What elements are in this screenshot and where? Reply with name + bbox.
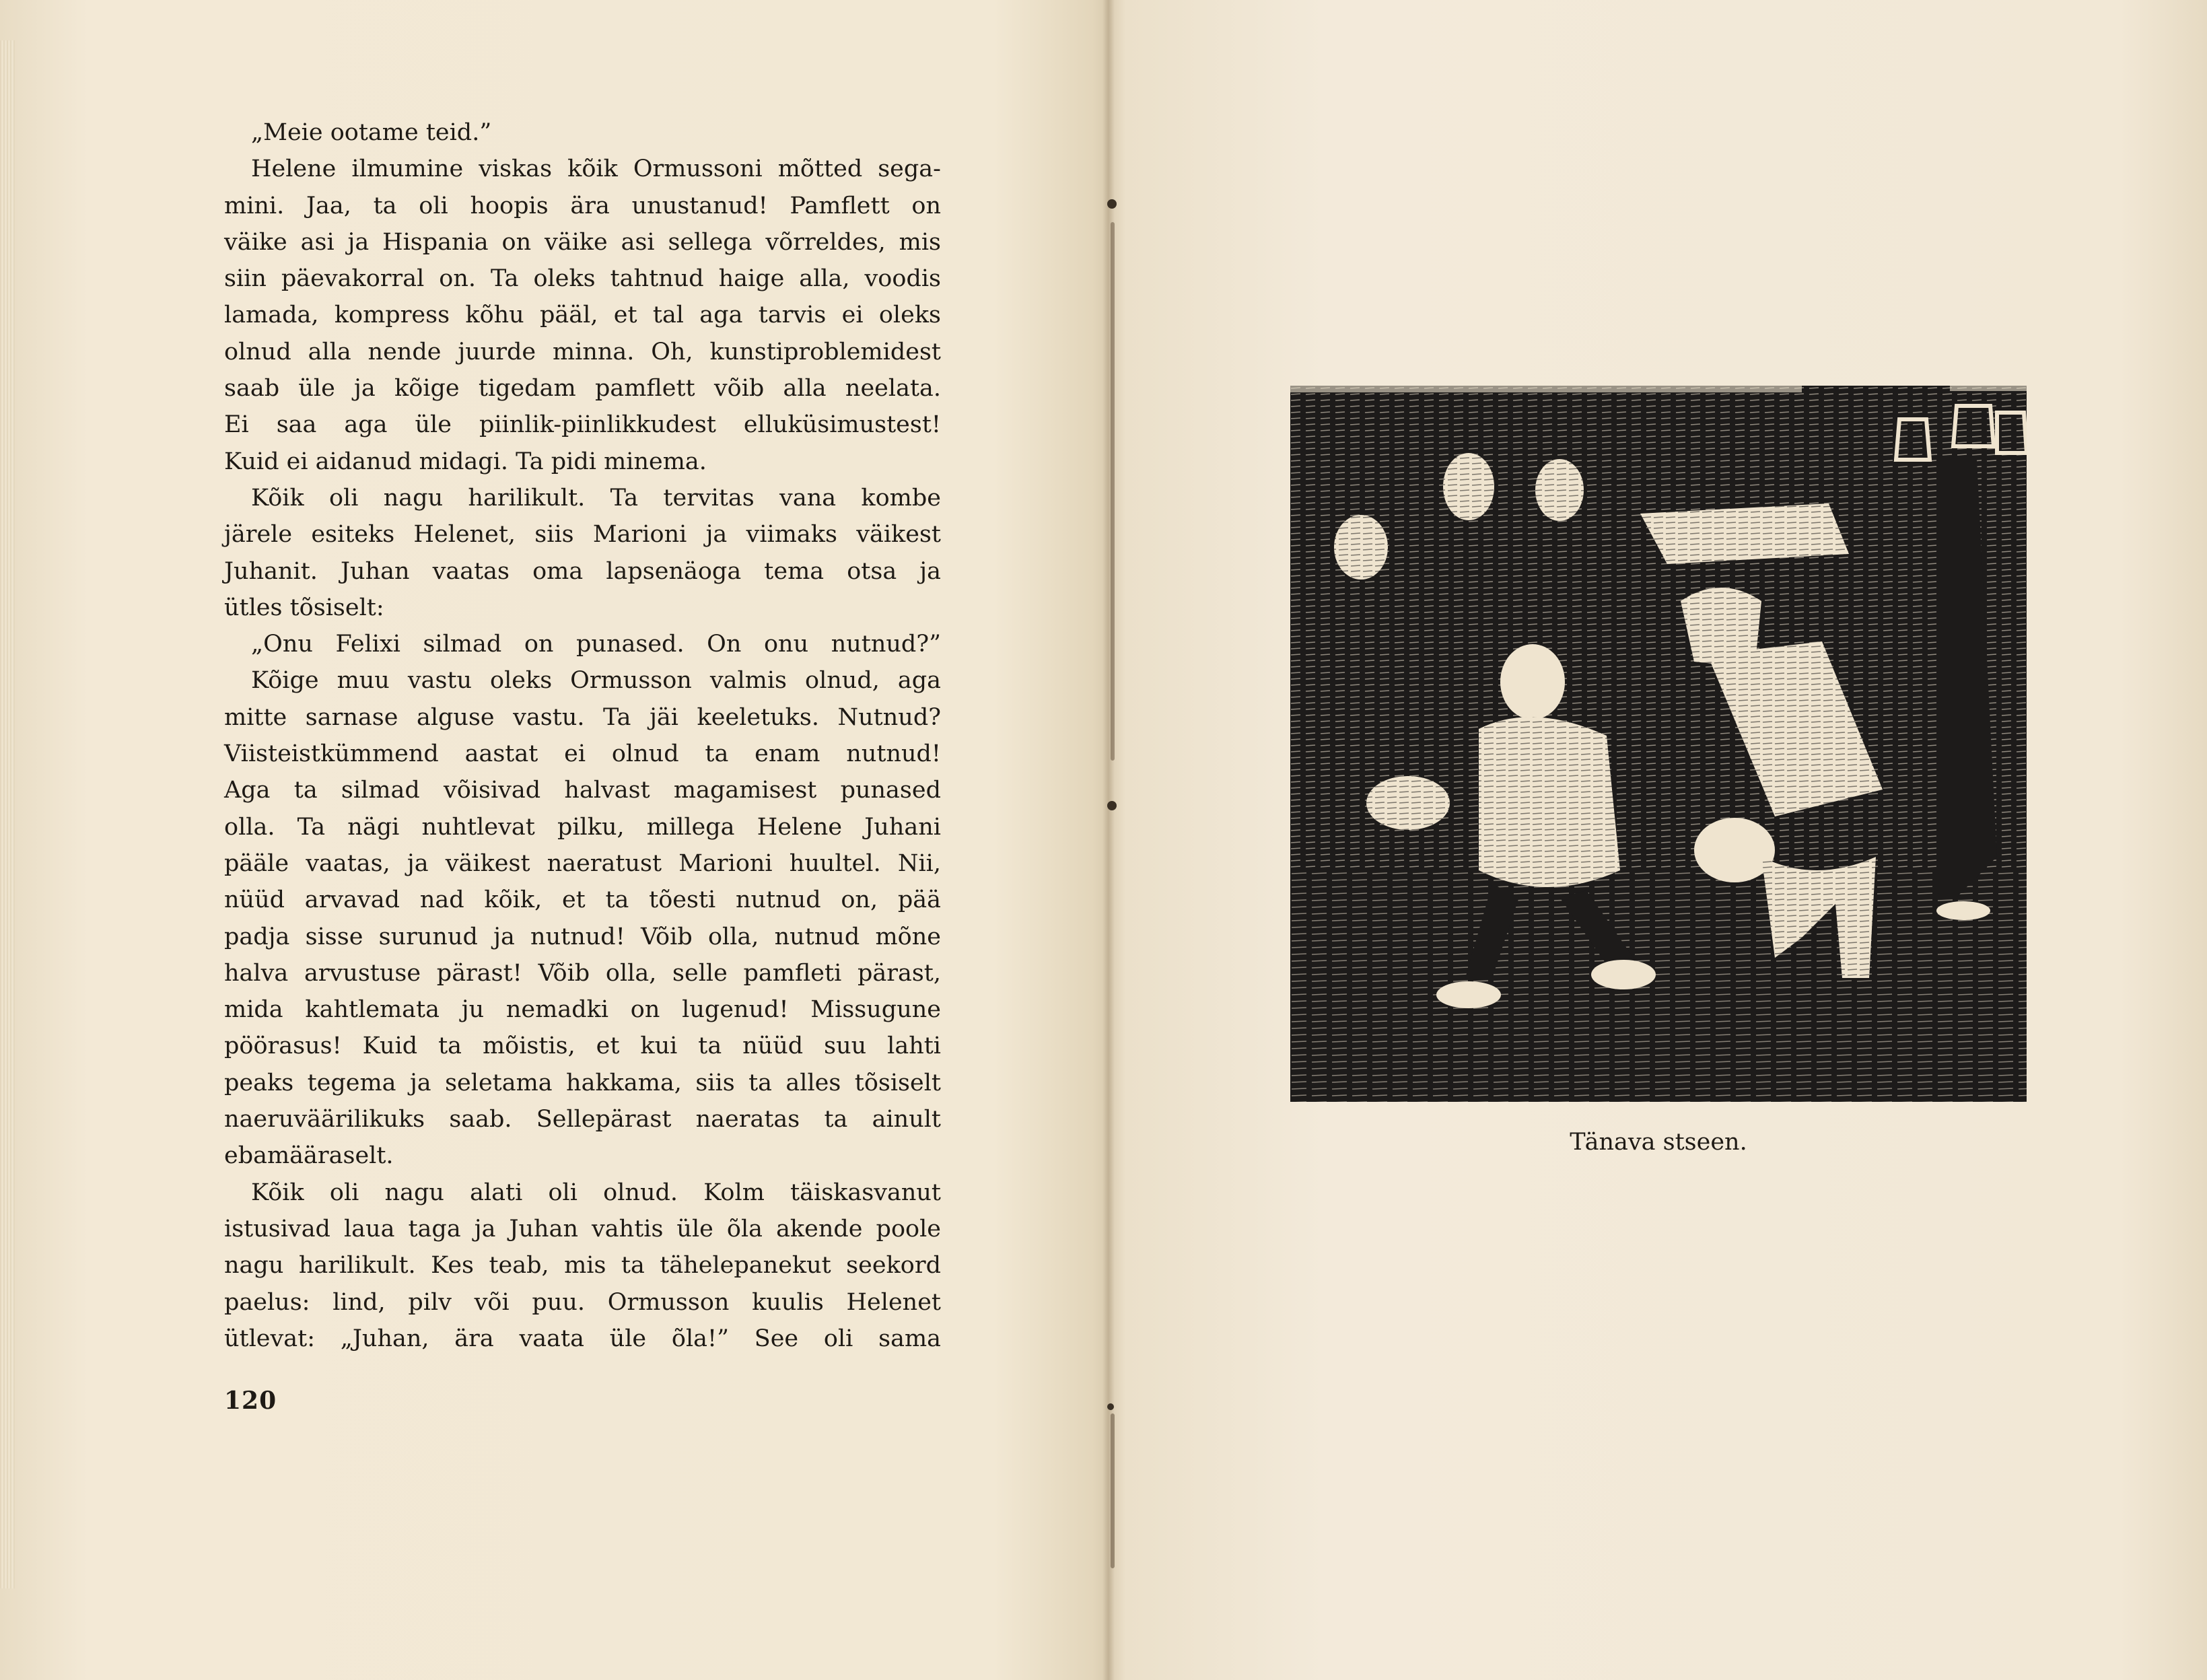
text-line: mitte sarnase alguse vastu. Ta jäi keeletuks. Nutnud? bbox=[224, 703, 941, 731]
binding-hole bbox=[1107, 199, 1117, 209]
text-line: ebamääraselt. bbox=[224, 1142, 394, 1170]
text-line: mini. Jaa, ta oli hoopis ära unustanud! Pamflett on bbox=[224, 192, 941, 219]
street-scene-illustration bbox=[1290, 386, 2027, 1102]
text-line: Juhanit. Juhan vaatas oma lapsenäoga tema otsa ja bbox=[224, 557, 941, 585]
page-edges bbox=[0, 40, 15, 1588]
illustration-caption: Tänava stseen. bbox=[1570, 1129, 1747, 1156]
left-page-text bbox=[224, 114, 941, 1357]
text-line: siin päevakorral on. Ta oleks tahtnud haige alla, voodis bbox=[224, 265, 941, 293]
binding-thread bbox=[1111, 1413, 1115, 1568]
text-line: Kuid ei aidanud midagi. Ta pidi minema. bbox=[224, 448, 707, 475]
text-line: padja sisse surunud ja nutnud! Võib olla, nutnud mõne bbox=[224, 923, 941, 950]
text-line: halva arvustuse pärast! Võib olla, selle pamfleti pärast, bbox=[224, 959, 941, 987]
text-line: olla. Ta nägi nuhtlevat pilku, millega Helene Juhani bbox=[224, 813, 941, 841]
text-line: „Onu Felixi silmad on punased. On onu nutnud?” bbox=[251, 631, 941, 658]
text-line: nüüd arvavad nad kõik, et ta tõesti nutnud on, pää bbox=[224, 886, 941, 914]
binding-thread bbox=[1111, 222, 1115, 761]
text-line: „Meie ootame teid.” bbox=[251, 119, 492, 146]
text-line: pöörasus! Kuid ta mõistis, et kui ta nüüd suu lahti bbox=[224, 1032, 941, 1060]
text-line: Viisteistkümmend aastat ei olnud ta enam nutnud! bbox=[224, 740, 941, 768]
page-number: 120 bbox=[224, 1387, 277, 1415]
text-line: Ei saa aga üle piinlik-piinlikkudest elluküsimustest! bbox=[224, 411, 941, 439]
text-line: Kõige muu vastu oleks Ormusson valmis olnud, aga bbox=[251, 667, 941, 695]
text-line: peaks tegema ja seletama hakkama, siis ta alles tõsiselt bbox=[224, 1069, 941, 1096]
text-line: naeruväärilikuks saab. Sellepärast naeratas ta ainult bbox=[224, 1106, 941, 1133]
text-line: paelus: lind, pilv või puu. Ormusson kuulis Helenet bbox=[224, 1288, 941, 1316]
binding-hole bbox=[1107, 1403, 1114, 1410]
text-line: Helene ilmumine viskas kõik Ormussoni mõtted sega- bbox=[251, 155, 941, 183]
text-line: väike asi ja Hispania on väike asi sellega võrreldes, mis bbox=[224, 228, 941, 256]
text-line: olnud alla nende juurde minna. Oh, kunstiproblemidest bbox=[224, 338, 941, 365]
text-line: saab üle ja kõige tigedam pamflett võib alla neelata. bbox=[224, 375, 941, 403]
text-line: Kõik oli nagu alati oli olnud. Kolm täiskasvanut bbox=[251, 1179, 941, 1206]
text-line: pääle vaatas, ja väikest naeratust Marioni huultel. Nii, bbox=[224, 849, 941, 877]
text-line: järele esiteks Helenet, siis Marioni ja viimaks väikest bbox=[224, 521, 941, 549]
text-line: istusivad laua taga ja Juhan vahtis üle õla akende poole bbox=[224, 1215, 941, 1242]
text-line: Kõik oli nagu harilikult. Ta tervitas vana kombe bbox=[251, 484, 941, 512]
text-line: mida kahtlemata ju nemadki on lugenud! Missugune bbox=[224, 996, 941, 1024]
binding-hole bbox=[1107, 801, 1117, 810]
text-line: lamada, kompress kõhu pääl, et tal aga tarvis ei oleks bbox=[224, 302, 941, 329]
text-line: nagu harilikult. Kes teab, mis ta tähelepanekut seekord bbox=[224, 1252, 941, 1280]
text-line: ütles tõsiselt: bbox=[224, 594, 384, 621]
text-line: Aga ta silmad võisivad halvast magamisest punased bbox=[224, 777, 941, 804]
text-line: ütlevat: „Juhan, ära vaata üle õla!” See oli sama bbox=[224, 1325, 941, 1352]
